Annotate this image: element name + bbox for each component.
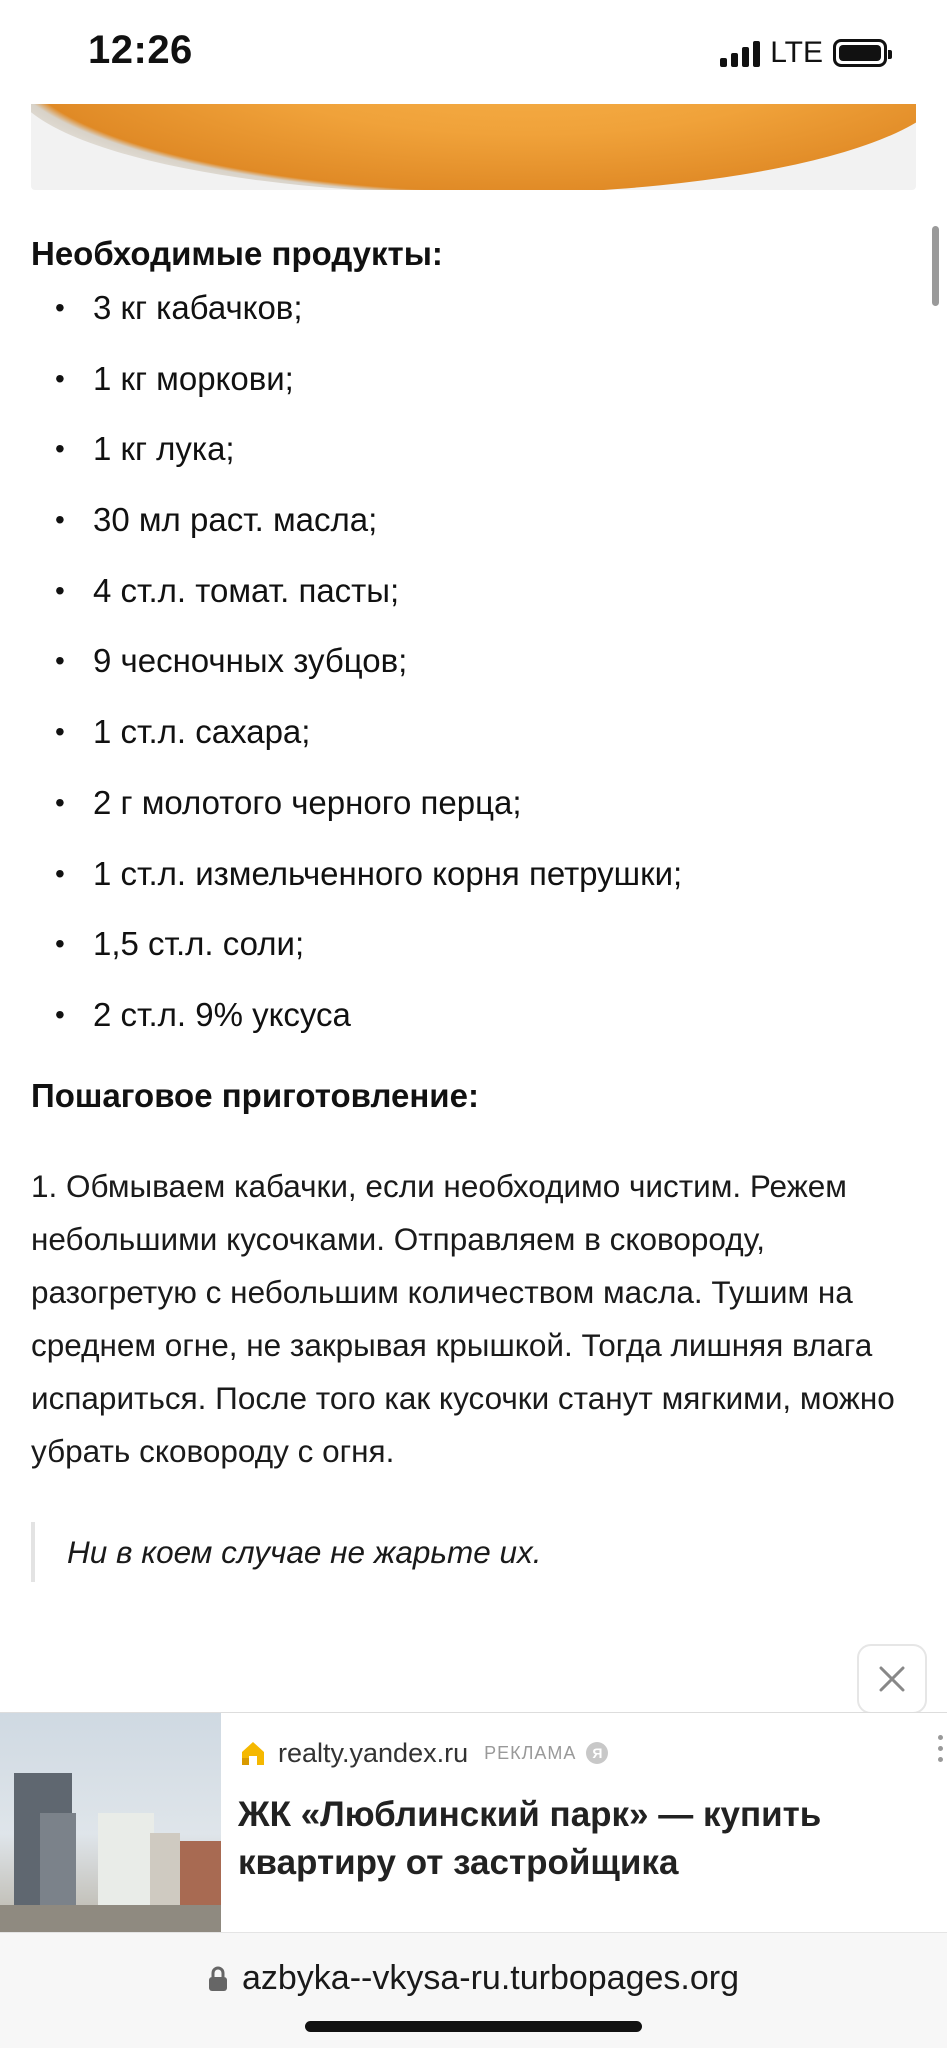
article-content xyxy=(31,232,911,1582)
ad-content[interactable] xyxy=(238,1733,928,1887)
tip-quote: Ни в коем случае не жарьте их. xyxy=(31,1522,911,1582)
list-item: • 4 ст.л. томат. пасты; xyxy=(31,569,911,640)
steps-heading: Пошаговое приготовление: xyxy=(31,1076,479,1114)
url-row[interactable] xyxy=(0,1959,947,1998)
ad-title[interactable]: ЖК «Люблинский парк» — купить квартиру от застройщика xyxy=(238,1795,822,1882)
list-item: • 30 мл раст. масла; xyxy=(31,498,911,569)
status-bar xyxy=(0,0,947,104)
dish-image xyxy=(31,104,916,190)
hero-image xyxy=(31,104,916,190)
ingredients-list xyxy=(31,286,911,1064)
battery-icon xyxy=(833,39,887,67)
scroll-indicator[interactable] xyxy=(932,226,939,306)
lock-icon xyxy=(208,1966,228,1992)
step-paragraph: 1. Обмываем кабачки, если необходимо чистим. Режем небольшими кусочками. Отправляем в сковороду, разогретую с небольшим количеством масла. Тушим на среднем огне, не закрывая крышкой. Тогда лишняя влага испариться. После того как кусочки станут мягкими, можно убрать сковороду с огня. xyxy=(31,1167,895,1469)
list-item: • 2 ст.л. 9% уксуса xyxy=(31,993,911,1064)
yandex-badge: Я xyxy=(586,1742,608,1764)
ad-close-button[interactable] xyxy=(857,1644,927,1714)
ad-domain: realty.yandex.ru xyxy=(278,1737,469,1768)
ad-source xyxy=(238,1733,928,1773)
status-indicators xyxy=(720,36,887,70)
list-item: • 3 кг кабачков; xyxy=(31,286,911,357)
url-bar[interactable] xyxy=(0,1932,947,2048)
list-item: • 1,5 ст.л. соли; xyxy=(31,922,911,993)
ingredients-heading: Необходимые продукты: xyxy=(31,235,443,272)
house-icon xyxy=(238,1738,268,1768)
ad-label: РЕКЛАМА xyxy=(484,1742,577,1763)
ad-image[interactable] xyxy=(0,1713,221,1933)
close-icon xyxy=(877,1664,907,1694)
more-vertical-icon[interactable] xyxy=(938,1735,943,1762)
list-item: • 1 кг моркови; xyxy=(31,357,911,428)
list-item: • 9 чесночных зубцов; xyxy=(31,639,911,710)
signal-icon xyxy=(720,39,760,67)
list-item: • 2 г молотого черного перца; xyxy=(31,781,911,852)
url-text[interactable]: azbyka--vkysa-ru.turbopages.org xyxy=(241,1959,739,1997)
status-time: 12:26 xyxy=(88,28,193,72)
list-item: • 1 кг лука; xyxy=(31,427,911,498)
list-item: • 1 ст.л. измельченного корня петрушки; xyxy=(31,852,911,923)
list-item: • 1 ст.л. сахара; xyxy=(31,710,911,781)
ad-banner[interactable] xyxy=(0,1712,947,1932)
network-type: LTE xyxy=(770,36,823,69)
home-indicator[interactable] xyxy=(305,2021,642,2032)
